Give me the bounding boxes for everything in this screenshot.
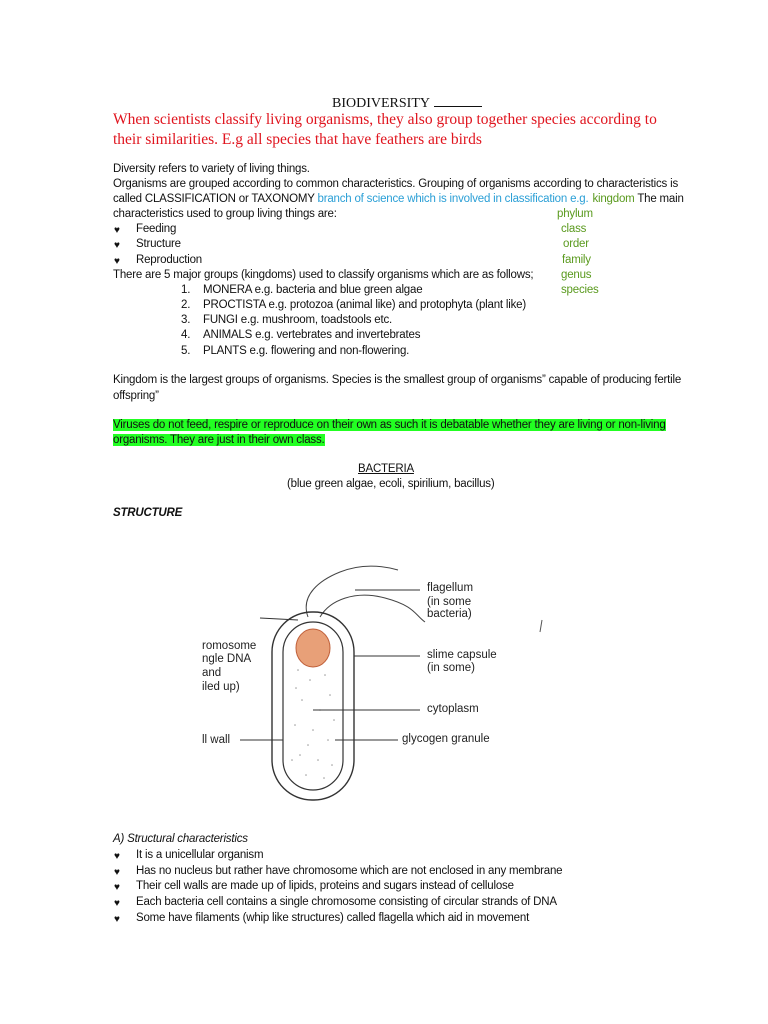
cytoplasm-label: cytoplasm	[427, 703, 479, 715]
flagellum-label-sub: bacteria)	[427, 608, 472, 620]
chromosome-line	[260, 618, 298, 620]
heart-bullet-icon: ♥	[114, 225, 120, 236]
kingdom-number: 4.	[181, 329, 191, 341]
taxonomy-phylum: phylum	[557, 208, 593, 220]
heart-bullet-icon: ♥	[114, 851, 120, 862]
characteristic-item: Structure	[136, 238, 181, 250]
cytoplasm-granules	[291, 669, 335, 779]
taxonomy-definition: branch of science which is involved in classification e.g.	[317, 193, 589, 205]
taxonomy-family: family	[562, 254, 591, 266]
bacteria-subheading: (blue green algae, ecoli, spirilium, bacillus)	[287, 478, 495, 490]
kingdom-item: PROCTISTA e.g. protozoa (animal like) and protophyta (plant like)	[203, 299, 526, 311]
kingdom-definition-line-2: offspring”	[113, 390, 159, 402]
heart-bullet-icon: ♥	[114, 867, 120, 878]
structural-point: Has no nucleus but rather have chromosome which are not enclosed in any membrane	[136, 865, 563, 877]
chromosome-label: ngle DNA	[202, 653, 252, 665]
structural-point: Each bacteria cell contains a single chromosome consisting of circular strands of DNA	[136, 896, 557, 908]
virus-highlight: organisms. They are just in their own class.	[113, 434, 325, 446]
flagellum-label-sub: (in some	[427, 596, 472, 608]
grouping-line-2	[113, 193, 684, 205]
title-underline	[434, 94, 482, 107]
chromosome-label: and	[202, 667, 222, 679]
title-text: BIODIVERSITY	[332, 96, 430, 111]
kingdom-item: MONERA e.g. bacteria and blue green algae	[203, 284, 423, 296]
kingdom-item: ANIMALS e.g. vertebrates and invertebrates	[203, 329, 421, 341]
diversity-definition: Diversity refers to variety of living things.	[113, 163, 310, 175]
characteristic-item: Feeding	[136, 223, 177, 235]
structural-point: Some have filaments (whip like structures) called flagella which aid in movement	[136, 912, 530, 924]
structural-point: It is a unicellular organism	[136, 849, 264, 861]
bacteria-heading: BACTERIA	[358, 463, 414, 475]
kingdom-number: 3.	[181, 314, 191, 326]
cell-wall-label: ll wall	[202, 734, 231, 746]
slime-capsule-label: slime capsule	[427, 649, 497, 661]
taxonomy-genus: genus	[561, 269, 592, 281]
heart-bullet-icon: ♥	[114, 898, 120, 909]
heart-bullet-icon: ♥	[114, 914, 120, 925]
virus-note-line-1	[113, 419, 666, 431]
page-title	[332, 94, 482, 112]
classification-text: called CLASSIFICATION or TAXONOMY	[113, 193, 318, 205]
kingdom-number: 5.	[181, 345, 191, 357]
taxonomy-species: species	[561, 284, 599, 296]
kingdoms-intro: There are 5 major groups (kingdoms) used to classify organisms which are as follows;	[113, 269, 534, 281]
flagellum-strand	[306, 566, 398, 617]
structural-point: Their cell walls are made up of lipids, proteins and sugars instead of cellulose	[136, 880, 514, 892]
structure-heading: STRUCTURE	[113, 507, 183, 519]
main-text: The main	[634, 193, 684, 205]
taxonomy-class: class	[561, 223, 587, 235]
slime-capsule-label-sub: (in some)	[427, 662, 475, 674]
characteristic-item: Reproduction	[136, 254, 203, 266]
kingdom-item: PLANTS e.g. flowering and non-flowering.	[203, 345, 410, 357]
kingdom-definition-line-1: Kingdom is the largest groups of organisms. Species is the smallest group of organisms” capable of producing fertile	[113, 374, 682, 386]
heart-bullet-icon: ♥	[114, 240, 120, 251]
heart-bullet-icon: ♥	[114, 256, 120, 267]
heart-bullet-icon: ♥	[114, 882, 120, 893]
virus-highlight: Viruses do not feed, respire or reproduce on their own as such it is debatable whether they are living or non-living	[113, 419, 666, 431]
chromosome-label: iled up)	[202, 681, 240, 693]
kingdom-number: 1.	[181, 284, 191, 296]
chromosome	[296, 629, 330, 667]
intro-line-1: When scientists classify living organisms, they also group together species according to	[113, 111, 657, 128]
taxonomy-order: order	[563, 238, 589, 250]
kingdom-number: 2.	[181, 299, 191, 311]
characteristics-intro: characteristics used to group living things are:	[113, 208, 337, 220]
chromosome-label: romosome	[202, 640, 257, 652]
glycogen-label: glycogen granule	[402, 733, 490, 745]
taxonomy-kingdom: kingdom	[592, 193, 635, 205]
flagellum-label: flagellum	[427, 582, 474, 594]
virus-note-line-2	[113, 434, 325, 446]
stray-mark	[540, 620, 542, 632]
kingdom-item: FUNGI e.g. mushroom, toadstools etc.	[203, 314, 393, 326]
structural-heading: A) Structural characteristics	[113, 833, 248, 845]
intro-line-2: their similarities. E.g all species that have feathers are birds	[113, 131, 482, 148]
grouping-line-1: Organisms are grouped according to common characteristics. Grouping of organisms according to characteristics is	[113, 178, 678, 190]
